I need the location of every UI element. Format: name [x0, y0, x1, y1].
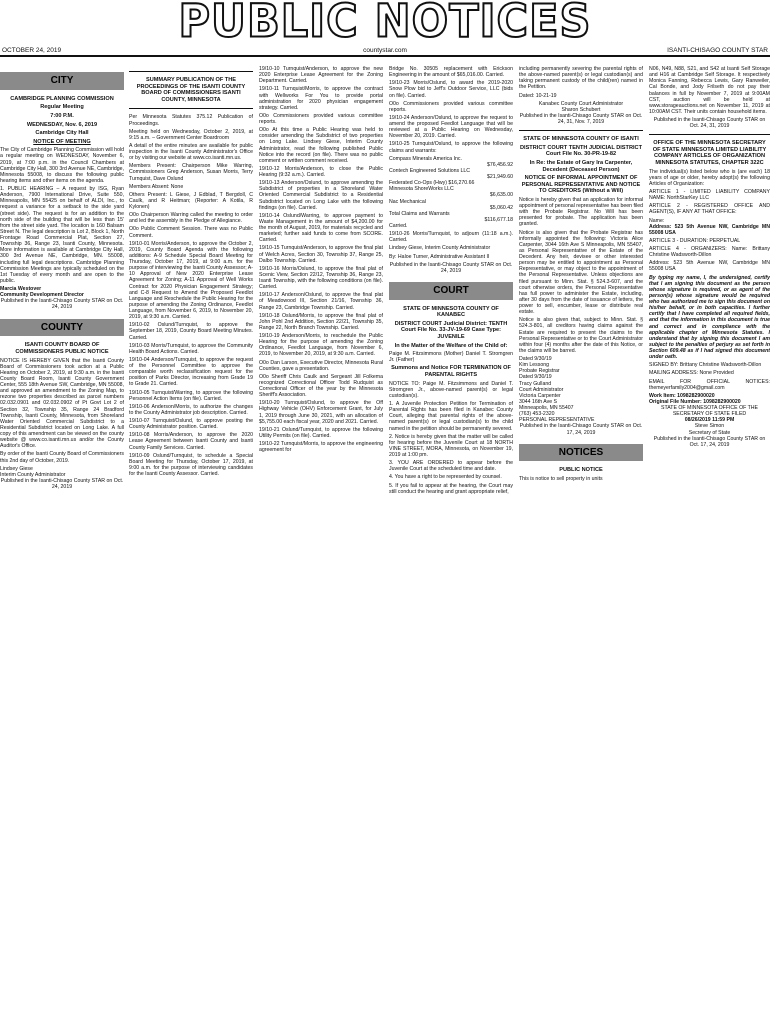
- notice-paragraph: Others Present: L Giese, J Edblad, T Bergdoll, C Caulk, and R Heitman; (Reporter: A Kotila, R Kylonen): [129, 191, 253, 210]
- notice-heading: In Re: the Estate of Gary Ira Carpenter, Decedent (Deceased Person): [529, 159, 633, 173]
- notice-line: Name:: [649, 217, 665, 224]
- notice-paragraph: N06, N49, N88, S21, and S42 at Isanti Self Storage and H16 at Cambridge Self Storage. It respectively Monica Fanning, Rebecca Lewis, Gary Ranweiler, Cal Bonde, and Jody Frilseth do not pay their balances in full by November 7, 2019 at 9:00AM CST, auction will be held at www.storageauctions.net on November 11, 2019 at 10:00AM CST. Their units contain household items.: [649, 66, 770, 115]
- notice-paragraph: O0o Commissioners provided various committee reports.: [259, 112, 383, 125]
- notice-paragraph: 19/10-21 Oslund/Turnquist, to approve the following Utility Permits (on file). Carried.: [259, 426, 383, 439]
- publication-line: Published in the Isanti-Chisago County STAR on Oct. 24, 2019: [389, 261, 513, 274]
- notice-paragraph: By order of the Isanti County Board of Commissioners this 2nd day of October, 2019.: [0, 451, 124, 464]
- section-header-court: COURT: [389, 282, 513, 300]
- divider: [129, 108, 253, 109]
- notice-heading: NOTICE OF MEETING: [33, 138, 91, 145]
- notice-heading: 7:00 P.M.: [50, 112, 74, 119]
- notice-paragraph: 19/10-19 Anderson/Morris, to reschedule the Public Hearing for the purpose of amending the Zoning Ordinance, Feedlot Language, from November 6, 2019, to November 20, 2019, at 9:30 a.m. Carried.: [259, 333, 383, 358]
- notice-paragraph: 19/10-12 Morris/Anderson, to close the Public Hearing (9:32 a.m.). Carried.: [259, 165, 383, 178]
- notice-paragraph: O0o Public Comment Session. There was no Public Comment.: [129, 226, 253, 239]
- notice-paragraph: 19/10-05 Turnquist/Warring, to approve the following Personnel Action Items (on file). Carried.: [129, 389, 253, 402]
- notice-heading: Cambridge City Hall: [35, 130, 89, 137]
- masthead: [0, 0, 770, 49]
- notice-paragraph: 19/10-24 Anderson/Oslund, to approve the request to amend the proposed Feedlot Language that will be reviewed at a Public Hearing on Wednesday, November 20, 2019. Carried.: [389, 114, 513, 140]
- notice-line: Secretary of State: [688, 429, 731, 436]
- notice-paragraph: MAILING ADDRESS: None Provided: [649, 370, 734, 377]
- notice-paragraph: Paige M. Fitzsimmons (Mother) Daniel T. Stromgren Jr. (Father): [389, 351, 513, 364]
- notice-heading: Regular Meeting: [40, 104, 84, 111]
- notice-paragraph: The City of Cambridge Planning Commission will hold a regular meeting on WEDNESDAY, November 6, 2019, at 7:00 p.m. in the Council Chambers at Cambridge City Hall, 300 3rd Avenue NE, Cambridge, Minnesota 55008, to discuss the following public hearing items and other items on the agenda.: [0, 147, 124, 184]
- notice-paragraph: 19/10-18 Oslund/Morris, to approve the final plat of John Pohl 2nd Addition, Section 22/21, Township 35, Range 22, North Branch Township. Carried.: [259, 312, 383, 331]
- notice-paragraph: Bridge No. 30505 replacement with Erickson Engineering in the amount of $65,016.00. Carried.: [389, 66, 513, 79]
- notice-heading: Summons and Notice FOR TERMINATION OF PARENTAL RIGHTS: [391, 365, 511, 379]
- notice-paragraph: O0o At this time a Public Hearing was held to consider amending the Subdistrict of two properties on Long Lake. Lindsey Giese, Interim County Administrator, read the following published Public Notice into the record (on file). There was no public comment or written comment received.: [259, 127, 383, 164]
- notice-line: (763) 453-2320: [519, 411, 555, 418]
- notice-heading: DISTRICT COURT Judicial District: TENTH Court File No. 33-JV-19-69 Case Type: JUVENILE: [394, 320, 508, 341]
- notice-columns: [0, 66, 770, 1016]
- notice-paragraph: 19/10-25 Turnquist/Oslund, to approve the following claims and warrants:: [389, 141, 513, 154]
- notice-heading: CAMBRIDGE PLANNING COMMISSION: [10, 95, 114, 102]
- notice-heading: NOTICE OF INFORMAL APPOINTMENT OF PERSONAL REPRESENTATIVE AND NOTICE TO CREDITORS (Without a Will): [521, 175, 641, 195]
- notice-paragraph: 19/10-17 Anderson/Oslund, to approve the final plat of Meadowood III, Section 21/16, Township 36, Range 23, Cambridge Township. Carried.: [259, 292, 383, 311]
- notice-paragraph: 19/10-23 Morris/Oslund, to award the 2019-2020 Snow Plow bid to Jeff's Outdoor Service, LLC (bids on file). Carried.: [389, 80, 513, 99]
- notice-paragraph: Address: 523 5th Avenue NW, Cambridge MN 55008 USA: [649, 260, 770, 273]
- claim-amount: $116,677.18: [484, 216, 513, 223]
- notice-line: 08/26/2019 11:59 PM: [684, 417, 735, 424]
- notice-line: Dated 9/30/19: [519, 356, 552, 362]
- notice-paragraph: 19/10-13 Anderson/Oslund, to approve amending the Subdistrict of properties in a Shoreland Water Oriented Commercial Subdistrict to a Residential Subdistrict located on Long Lake with the following findings (on file). Carried.: [259, 180, 383, 211]
- notice-paragraph: By typing my name, I, the undersigned, certify that I am signing this document as the person whose signature is required, or as agent of the person(s) whose signature would be required who has authorized me to sign this document on his/her behalf, or in both capacities. I further certify that I have completed all required fields, and that the information in this document is true and correct and in compliance with the applicable chapter of Minnesota Statutes. I understand that by signing this document I am subject to the penalties of perjury as set forth in Section 609.48 as if I had signed this document under oath.: [649, 274, 770, 361]
- column-3: [259, 66, 383, 1016]
- claim-amount: $6,635.00: [489, 192, 513, 199]
- notice-heading: OFFICE OF THE MINNESOTA SECRETARY OF STATE MINNESOTA LIMITED LIABILITY COMPANY ARTICLES OF ORGANIZATION MINNESOTA STATUTES, CHAPTER 322C: [652, 140, 767, 167]
- notice-paragraph: A detail of the entire minutes are available for public inspection in the Isanti County Administrator's Office or by visiting our website at www.co.isanti.mn.us.: [129, 142, 253, 162]
- notice-heading: PUBLIC NOTICE: [559, 467, 603, 474]
- notice-paragraph: Notice is also given that the Probate Registrar has informally appointed the following: Victoria Alice Carpenter, 3044 16th Ave S Minneapolis, MN 55407, as Personal Representative of the Estate of the Decedent. Any heir, devisee or other interested person may be entitled to appointment as Personal Representative, or may object to the appointment of the Personal Representative. Unless objections are filed pursuant to Minn. Stat. § 524.3-607, and the court otherwise orders, the Personal Representative has full power to administer the Estate, including, after 30 days from the date of issuance of letters, the power to sell, encumber, lease or distribute real estate.: [519, 229, 643, 316]
- signature-name: Marcia Westover: [0, 286, 42, 293]
- signature-name: Lindsey Giese: [0, 465, 33, 472]
- notice-paragraph: O0o Sheriff Chris Caulk and Sergeant Jill Folkema recognized Correctional Officer Todd Rudquist as Correctional Officer of the year by the Minnesota Sheriff's Association.: [259, 373, 383, 399]
- notice-paragraph: O0o Commissioners provided various committee reports.: [389, 100, 513, 113]
- publication-line: Published in the Isanti-Chisago County STAR on Oct. 17, 24, 2019: [653, 435, 766, 448]
- notice-paragraph: 4. You have a right to be represented by counsel.: [389, 474, 502, 481]
- notice-paragraph: O0o Dan Larson, Executive Director, Minnesota Rural Counties, gave a presentation.: [259, 359, 383, 372]
- notice-paragraph: The individual(s) listed below who is (are each) 18 years of age or older, hereby adopt(s) the following Articles of Organization:: [649, 168, 770, 187]
- notice-heading: SUMMARY PUBLICATION OF THE PROCEEDINGS OF THE ISANTI COUNTY BOARD OF COMMISSIONERS ISANTI COUNTY, MINNESOTA: [136, 77, 246, 103]
- notice-paragraph: 19/10-08 Morris/Anderson, to approve the 2020 Lease Agreement between Isanti County and Isanti County Family Services. Carried.: [129, 432, 253, 451]
- notice-heading: WEDNESDAY, Nov. 6, 2019: [26, 121, 98, 128]
- notice-paragraph: 2. Notice is hereby given that the matter will be called for hearing before the Juvenile Court at 18 NORTH VINE STREET, MORA, Minnesota, on November 19, 2019 at 1:00 pm.: [389, 433, 513, 459]
- publication-line: Published in the Isanti-Chisago County STAR on Oct. 24, 31, Nov. 7, 2019: [519, 112, 643, 125]
- notice-paragraph: including permanently severing the parental rights of the above-named parent(s) or legal custodian(s) and taking permanent custody of the child(ren) named in the Petition.: [519, 66, 643, 91]
- notice-paragraph: 19/10-20 Turnquist/Oslund, to approve the Off Highway Vehicle (OHV) Enforcement Grant, for July 1, 2019 through June 30, 2021, with an allocation of $5,755.00 each fiscal year, 2020 and 2021. Carried.: [259, 400, 383, 425]
- notice-line: Original File Number: 1098282900020: [649, 398, 741, 405]
- notice-line: Probate Registrar: [519, 368, 560, 375]
- notice-paragraph: Address: 523 5th Avenue NW, Cambridge MN 55008 USA: [649, 223, 770, 236]
- notice-paragraph: Per Minnesota Statutes 375.12 Publication of Proceedings.: [129, 114, 253, 127]
- notice-paragraph: NOTICE TO: Paige M. Fitzsimmons and Daniel T. Stromgren Jr., above-named parent(s) or legal custodian(s).: [389, 380, 513, 399]
- column-6: [649, 66, 770, 1016]
- notice-line: Victoria Carpenter: [519, 392, 561, 399]
- notice-line: Kim Lessong: [519, 362, 549, 369]
- divider: [649, 134, 770, 135]
- notice-paragraph: 1. PUBLIC HEARING – A request by ISG, Ryan Anderson, 7900 International Drive, Suite 550, Minneapolis, MN 55425 on behalf of ALDI, Inc., to request a variance for a setback to the side yard (street side). The request is for an addition to the north side of the building that will be less than 15' from the street side yard. The location is 160 Balsam Street N. The legal description is Lot 2, Block 1, North Frontage Road Commercial Plat, Section 27, Township 36, Range 23, Isanti County, Minnesota. More information is available at Cambridge City Hall, 300 3rd Avenue NE, Cambridge, MN. 55008, including full legal descriptions. Cambridge Planning Commission Meetings are typically scheduled on the 1st Tuesday of every month and are open to the public.: [0, 186, 124, 284]
- notice-line: 3044 16th Ave S: [519, 398, 557, 405]
- notice-heading: ISANTI COUNTY BOARD OF COMMISSIONERS PUBLIC NOTICE: [15, 342, 109, 355]
- claim-row: Contech Engineered Solutions LLC: [389, 167, 471, 174]
- claim-row: Total Claims and Warrants: [389, 210, 450, 217]
- notice-paragraph: 19/10-14 Oslund/Warring, to approve payment to Waste Management in the amount of $4,200.00 for the month of August, 2019, for materials recycled and marketed; further said funds to come from SCORE. Carried.: [259, 212, 383, 244]
- section-header-notices: NOTICES: [519, 444, 643, 462]
- signature-name: Sharon Schubert: [561, 106, 601, 113]
- publication-line: Published in the Isanti-Chisago County STAR on Oct. 24, 2019: [0, 477, 124, 491]
- notice-paragraph: By: Haloe Turner, Administrative Assistant II: [389, 253, 490, 260]
- notice-paragraph: ARTICLE 1 - LIMITED LIABILITY COMPANY NAME: NorthStarKey LLC: [649, 189, 770, 202]
- signature-title: Kanabec County Court Administrator: [538, 100, 624, 107]
- notice-paragraph: ARTICLE 2 - REGISTERED OFFICE AND AGENT(S), IF ANY AT THAT OFFICE:: [649, 203, 770, 216]
- notice-paragraph: 5. If you fail to appear at the hearing, the Court may still conduct the hearing and grant appropriate relief,: [389, 482, 513, 495]
- notice-paragraph: 19/10-01 Morris/Anderson, to approve the October 2, 2019, County Board Agenda with the following additions: A-9 Schedule Special Board Meeting for Thursday, October 17, 2019, at 9:00 a.m. for the purpose of interviewing the Isanti County Assessor; A-10 Approval of New 2020 Enterprise Lease Agreement for Zoning; A-11 Approval of Well Works Contract for 2020 Physician Engagement Strategy; and C-8 Request to Amend the Proposed Feedlot Language and Reschedule the Public Hearing for the purpose of amending the Zoning Ordinance, Feedlot Language, from November 6, 2019, to November 20, 2019, at 9:30 a.m. Carried.: [129, 240, 253, 321]
- notice-paragraph: Meeting held on Wednesday, October 2, 2019, at 9:15 a.m. – Government Center Boardroom: [129, 128, 253, 141]
- notice-paragraph: Carried.: [389, 223, 408, 229]
- divider: [519, 130, 643, 131]
- section-header-county: COUNTY: [0, 319, 124, 337]
- notice-paragraph: Dated: 10-21-19: [519, 92, 557, 99]
- notice-line: Court Administrator: [519, 386, 564, 393]
- notice-paragraph: Members Absent: None: [129, 183, 184, 190]
- notice-paragraph: 19/10-07 Turnquist/Oslund, to approve posting the County Administrator position. Carried.: [129, 418, 253, 431]
- notice-line: STATE OF MINNESOTA OFFICE OF THE SECRETARY OF STATE FILED: [660, 405, 759, 418]
- notice-paragraph: NOTICE IS HEREBY GIVEN that the Isanti County Board of Commissioners took action at a Public Hearing on October 2, 2019, at 9:30 a.m. in the Isanti County Board Room, Isanti County Government Center, 555 18th Avenue SW, Cambridge, MN 55008, and approved an amendment to the Zoning Map, to rezone two properties described as parcel numbers 02.032.0901 and 02.032.0902 of Pt Govt Lot 2 of Section 32, Township 35, Range 24 Bradford Township, Isanti County, Minnesota, from Shoreland Water Oriented Commercial Subdistrict to a Residential Subdistrict located on Long Lake. A full copy of this amendment can be viewed on the county website @ www.co.isanti.mn.us and/or the County Auditor's Office.: [0, 357, 124, 450]
- column-2: [129, 66, 253, 1016]
- notice-paragraph: 3. YOU ARE ORDERED to appear before the Juvenile Court at the scheduled time and date.: [389, 460, 513, 473]
- masthead-title: PUBLIC NOTICES: [178, 0, 592, 49]
- notice-heading: DISTRICT COURT TENTH JUDICIAL DISTRICT Court File No. 30-PR-19-82: [519, 144, 643, 158]
- notice-paragraph: 19/10-10 Turnquist/Anderson, to approve the new 2020 Enterprise Lease Agreement for the Zoning Department. Carried.: [259, 66, 383, 85]
- notice-paragraph: Lindsey Giese, Interim County Administrator: [389, 245, 491, 252]
- notice-paragraph: 19/10-26 Morris/Turnquist, to adjourn (11:18 a.m.). Carried.: [389, 231, 513, 244]
- notice-paragraph: This is notice to sell property in units: [519, 476, 603, 483]
- notice-paragraph: Notice is hereby given that an application for informal appointment of personal representative has been filed with the Probate Registrar. No Will has been presented for probate. The application has been granted.: [519, 196, 643, 228]
- notice-paragraph: ARTICLE 4 - ORGANIZERS: Name: Brittany Christine Wadsworth-Dillon: [649, 246, 770, 259]
- folio-line: [0, 45, 770, 57]
- notice-paragraph: SIGNED BY: Brittany Christine Wadsworth-Dillon: [649, 362, 762, 369]
- claim-row: Nac Mechanical: [389, 198, 426, 205]
- notice-paragraph: 19/10-16 Morris/Oslund, to approve the final plat of Scenic View, Section 22/12, Township 36, Range 23, Isanti Township, with the following conditions (on file). Carried.: [259, 265, 383, 291]
- signature-title: Interim County Administrator: [0, 471, 66, 478]
- notice-heading: STATE OF MINNESOTA COUNTY OF KANABEC: [403, 305, 499, 319]
- notice-line: Tracy Gulland: [519, 380, 552, 387]
- notice-line: Dated 9/30/19: [519, 374, 552, 381]
- notice-paragraph: O0o Chairperson Warring called the meeting to order and led the assembly in the Pledge of Allegiance.: [129, 212, 253, 225]
- notice-paragraph: ARTICLE 3 - DURATION: PERPETUAL: [649, 237, 741, 244]
- notice-line: Steve Simon: [694, 423, 725, 430]
- divider: [129, 71, 253, 72]
- notice-paragraph: 19/10-11 Turnquist/Morris, to approve the contract with Wellworks For You to provide portal administration for 2020 physician engagement strategy. Carried.: [259, 86, 383, 111]
- notice-paragraph: 19/10-15 Turnquist/Anderson, to approve the final plat of Welch Acres, Section 30, Township 37, Range 25, Dalbo Township. Carried.: [259, 245, 383, 264]
- section-header-city: CITY: [0, 72, 124, 90]
- notice-paragraph: 19/10-06 Anderson/Morris, to authorize the changes to the County Administrator job description. Carried.: [129, 403, 253, 416]
- column-1: [0, 66, 124, 1016]
- notice-paragraph: Members Present: Chairperson Mike Warring, Commissioners Greg Anderson, Susan Morris, Terry Turnquist, Dave Oslund: [129, 163, 253, 182]
- publication-line: Published in the Isanti-Chisago County STAR on Oct. 24, 31, 2019: [653, 117, 766, 130]
- notice-paragraph: 19/10-22 Turnquist/Morris, to approve the engineering agreement for: [259, 441, 383, 454]
- publication-line: Published in the Isanti-Chisago County STAR on Oct. 24, 2019: [0, 298, 124, 311]
- signature-title: Community Development Director: [0, 292, 84, 299]
- claim-row: Federated Co-Ops (Hwy) $16,270.66: [389, 180, 475, 187]
- notice-paragraph: 1. A Juvenile Protection Petition for Termination of Parental Rights has been filed in Kanabec County Court, alleging that parental rights of the above-named parent(s) or legal custodian(s) to the child named in the petition should be permanently severed.: [389, 401, 513, 432]
- notice-paragraph: EMAIL FOR OFFICIAL NOTICES: themeyerfamily2004@gmail.com: [649, 378, 770, 391]
- notice-paragraph: 19/10-02 Oslund/Turnquist, to approve the September 18, 2019, County Board Meeting Minutes. Carried.: [129, 322, 253, 341]
- notice-paragraph: 19/10-04 Anderson/Turnquist, to approve the request of the Personnel Committee to approve the comparable worth reclassification request for the position of Parks Director, increasing from Grade 19 to Grade 21. Carried.: [129, 356, 253, 388]
- issue-date: OCTOBER 24, 2019: [2, 47, 62, 54]
- notice-paragraph: 19/10-09 Oslund/Turnquist, to schedule a Special Board Meeting for Thursday, October 17, 2019, at 9:00 a.m. for the purpose of interviewing candidates for the Isanti County Assessor. Carried.: [129, 452, 253, 477]
- notice-heading: STATE OF MINNESOTA COUNTY OF ISANTI: [523, 136, 639, 143]
- claim-amount: $21,949.60: [487, 174, 513, 180]
- column-5: [519, 66, 643, 1016]
- claim-amount: $5,060.42: [489, 204, 513, 211]
- claim-row: Minnesota ShoreWorks LLC: [389, 186, 454, 193]
- notice-paragraph: Notice is also given that, subject to Minn. Stat. § 524.3-801, all creditors having claims against the Estate are required to present the claims to the Personal Representative or to the Court Administrator within four (4) months after the date of this Notice, or the claims will be barred.: [519, 317, 643, 354]
- notice-line: Work Item: 1098282900020: [649, 392, 715, 399]
- publication-line: Published in the Isanti-Chisago County STAR on Oct. 17, 24, 2019: [519, 423, 643, 436]
- notice-heading: In the Matter of the Welfare of the Child of:: [394, 342, 508, 349]
- website: countystar.com: [363, 47, 407, 54]
- column-4: [389, 66, 513, 1016]
- claim-amount: $76,456.92: [487, 161, 513, 168]
- claim-row: Compass Minerals America Inc.: [389, 155, 462, 162]
- notice-line: PERSONAL REPRESENTATIVE: [519, 417, 595, 424]
- notice-paragraph: 19/10-03 Morris/Turnquist, to approve the Community Health Board Actions. Carried.: [129, 342, 253, 355]
- paper-name: ISANTI-CHISAGO COUNTY STAR: [667, 47, 768, 54]
- notice-line: Minneapolis, MN 55407: [519, 405, 574, 411]
